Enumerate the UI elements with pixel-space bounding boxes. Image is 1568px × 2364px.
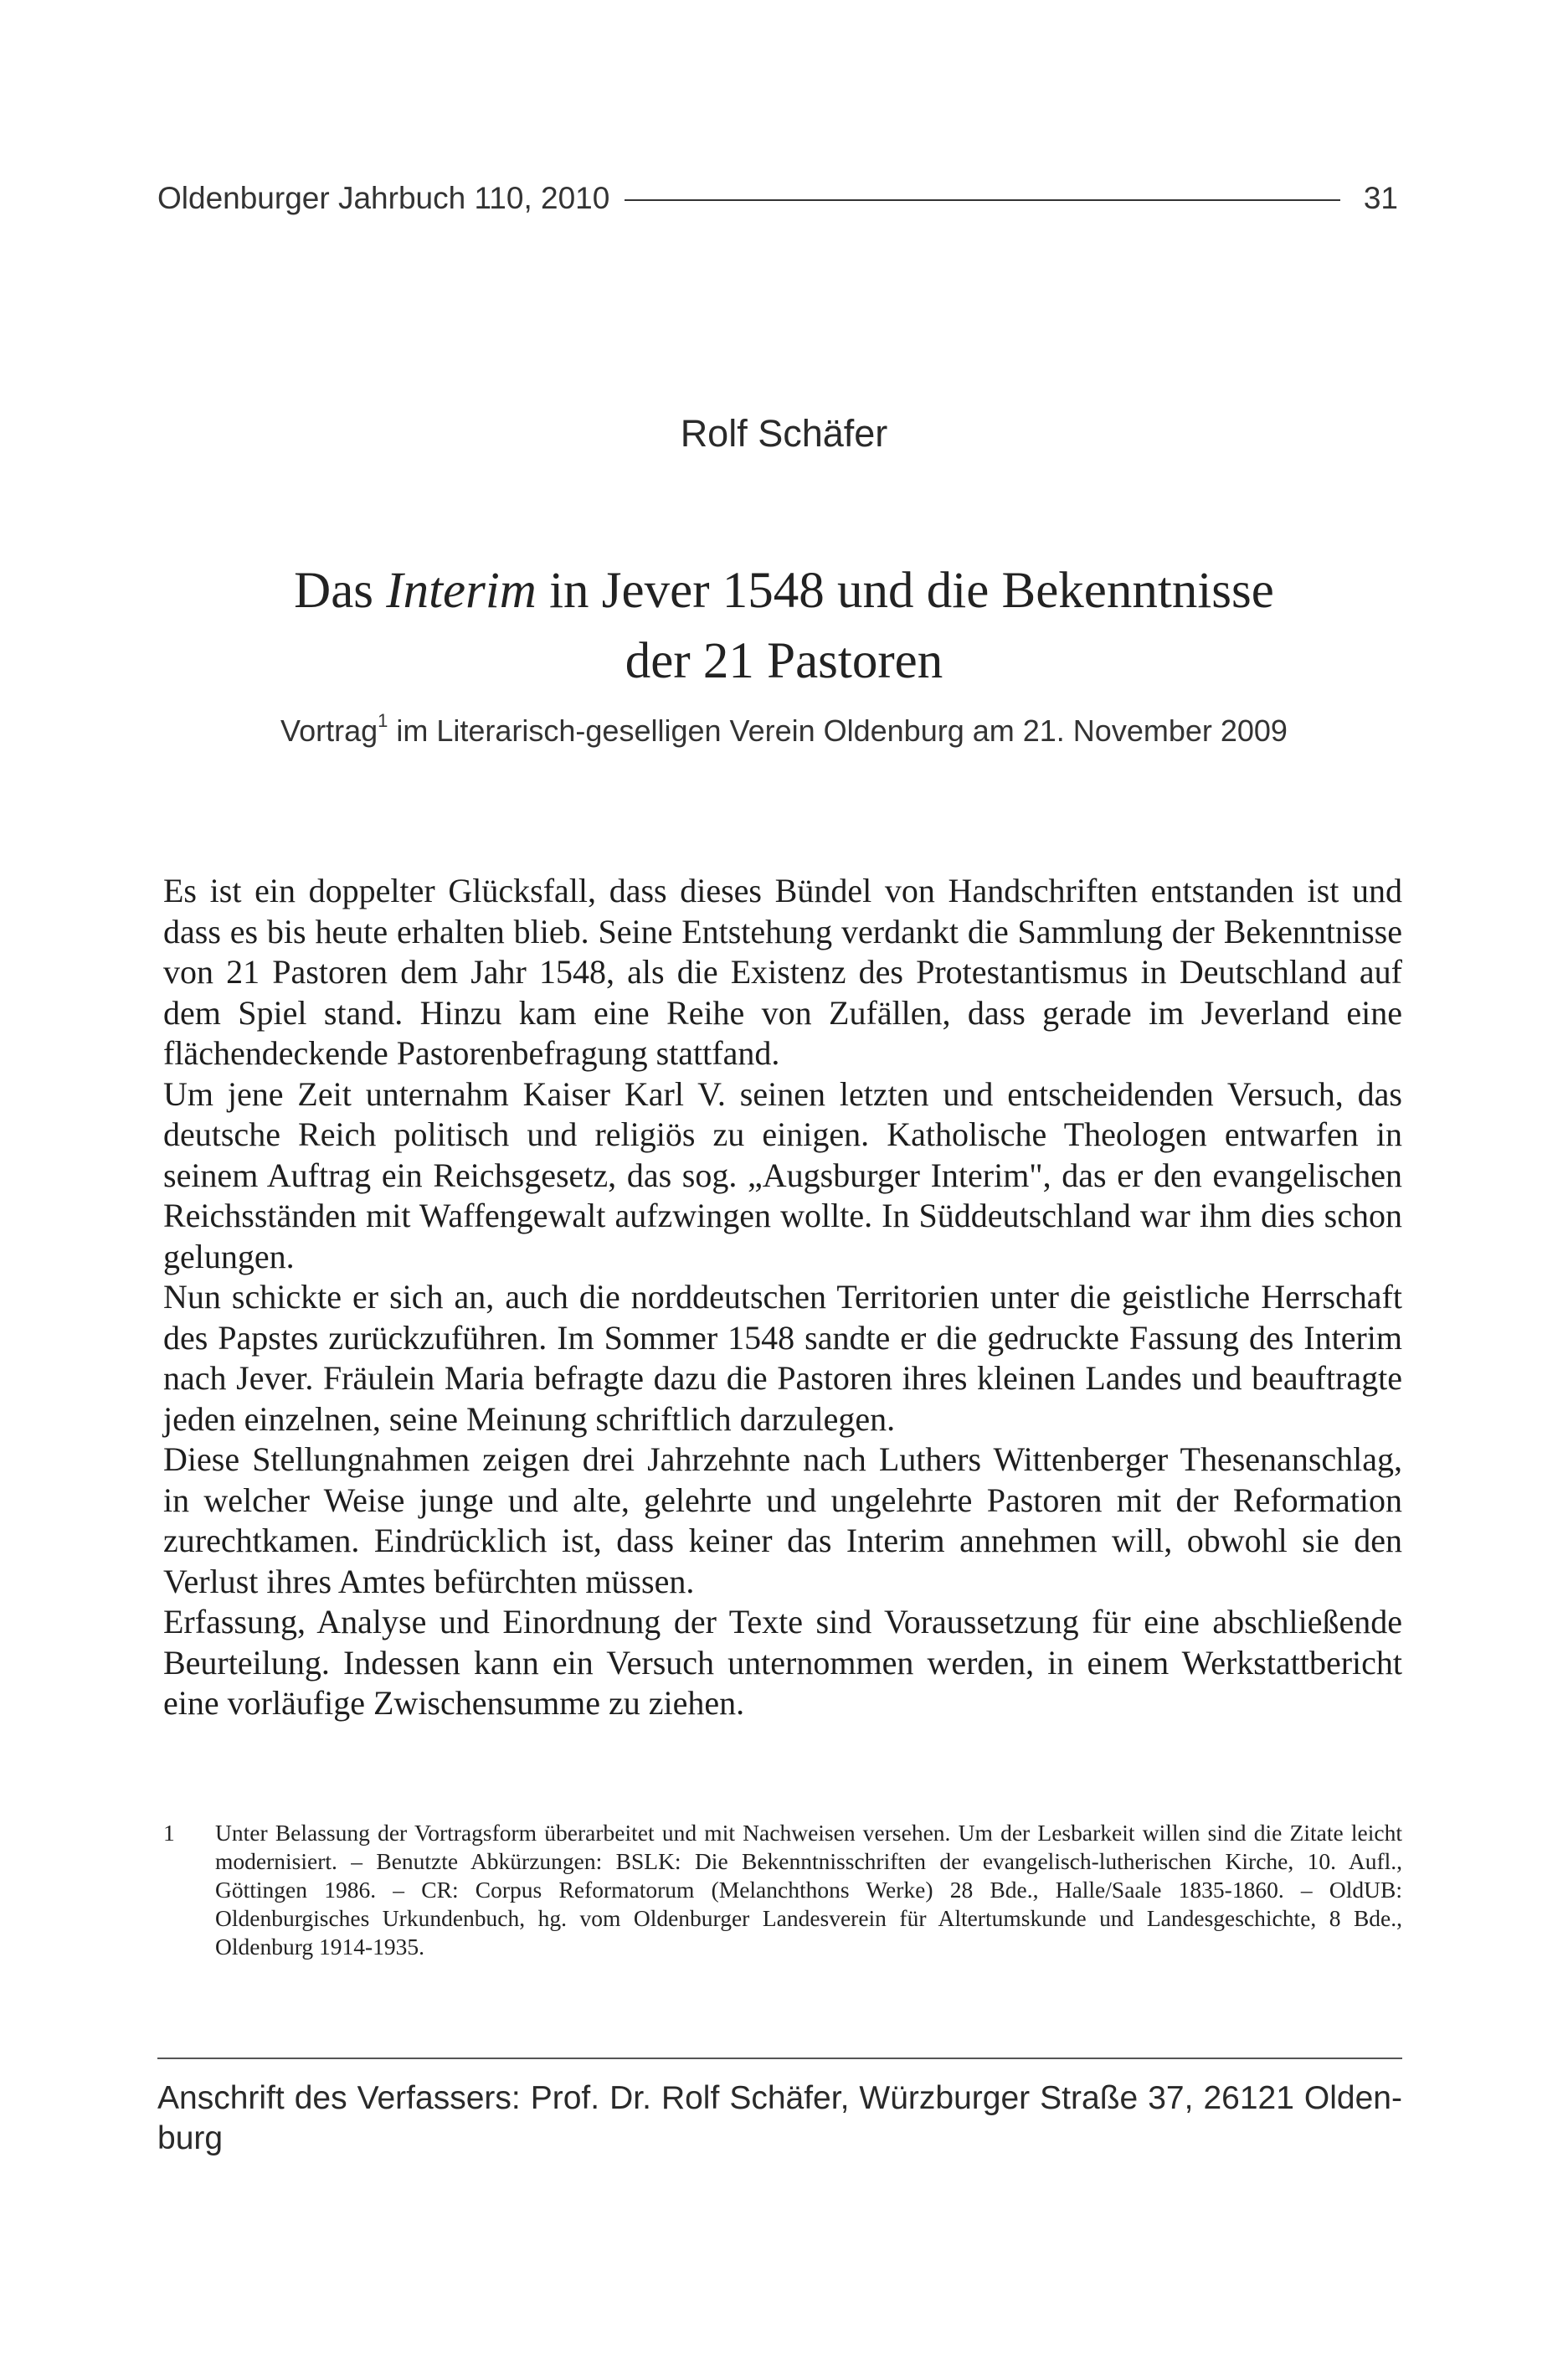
footnote-reference: 1 [378, 710, 388, 731]
body-paragraph: Erfassung, Analyse und Einordnung der Texte sind Voraussetzung für eine abschließende Beurteilung. Indessen kann ein Versuch unternommen werden, in einem Werkstattbericht eine vorläufige Zwischensumme zu ziehen. [163, 1603, 1402, 1722]
body-paragraph: Um jene Zeit unternahm Kaiser Karl V. seinen letzten und entscheidenden Versuch, das deutsche Reich politisch und religiös zu einigen. Katholische Theologen entwarfen in seinem Auftrag ein Reichsgesetz, das sog. „Augsburger Interim", das er den evangelischen Reichsständen mit Waffengewalt aufzwingen wollte. In Süddeutschland war ihm dies schon gelungen. [163, 1074, 1402, 1275]
title-italic-term: Interim [386, 563, 537, 619]
body-paragraph: Diese Stellungnahmen zeigen drei Jahrzehnte nach Luthers Wittenberger Thesenanschlag, in welcher Weise junge und alte, gelehrte und ungelehrte Pastoren mit der Reformation zurechtkamen. Eindrücklich ist, dass keiner das Interim annehmen will, obwohl sie den Verlust ihres Amtes befürchten müssen. [163, 1440, 1402, 1600]
article-body [163, 871, 1402, 1724]
subtitle-text-end: im Literarisch-geselligen Verein Oldenburg am 21. November 2009 [388, 713, 1288, 748]
footnote-text: Unter Belassung der Vortragsform überarbeitet und mit Nachweisen versehen. Um der Lesbarkeit willen sind die Zitate leicht modernisiert. – Benutzte Abkürzungen: BSLK: Die Bekenntnisschriften der evangelisch-lutherischen Kirche, 10. Aufl., Göttingen 1986. – CR: Corpus Reformatorum (Melanchthons Werke) 28 Bde., Halle/Saale 1835-1860. – OldUB: Oldenburgisches Urkundenbuch, hg. vom Oldenburger Landesverein für Altertumskunde und Landesgeschichte, 8 Bde., Oldenburg 1914-1935. [215, 1820, 1402, 1960]
author-address: Anschrift des Verfassers: Prof. Dr. Rolf Schäfer, Würzburger Straße 37, 26121 Oldenburg [157, 2080, 1402, 2156]
address-rule [157, 2058, 1402, 2059]
page-number: 31 [1363, 181, 1398, 215]
subtitle-text-start: Vortrag [280, 713, 378, 748]
footnote [163, 1819, 1402, 1961]
journal-name: Oldenburger Jahrbuch 110, 2010 [157, 181, 610, 215]
article-author: Rolf Schäfer [680, 412, 888, 455]
footnote-number: 1 [163, 1820, 175, 1846]
running-header [157, 181, 1398, 216]
title-line-2: der 21 Pastoren [625, 633, 943, 689]
title-text-end: in Jever 1548 und die Bekenntnisse [536, 563, 1274, 619]
body-paragraph: Nun schickte er sich an, auch die norddeutschen Territorien unter die geistliche Herrschaft des Papstes zurückzuführen. Im Sommer 1548 sandte er die gedruckte Fassung des Interim nach Jever. Fräulein Maria befragte dazu die Pastoren ihres kleinen Landes und beauftragte jeden einzelnen, seine Meinung schriftlich darzulegen. [163, 1278, 1402, 1438]
article-subtitle [0, 710, 1568, 749]
header-rule [625, 199, 1340, 201]
body-paragraph: Es ist ein doppelter Glücksfall, dass dieses Bündel von Handschriften entstanden ist und dass es bis heute erhalten blieb. Seine Entstehung verdankt die Sammlung der Bekenntnisse von 21 Pastoren dem Jahr 1548, als die Existenz des Protestantismus in Deutschland auf dem Spiel stand. Hinzu kam eine Reihe von Zufällen, dass gerade im Jeverland eine flächendeckende Pastorenbefragung stattfand. [163, 872, 1402, 1072]
article-title [0, 556, 1568, 697]
title-text-start: Das [294, 563, 387, 619]
title-line-1 [0, 556, 1568, 626]
